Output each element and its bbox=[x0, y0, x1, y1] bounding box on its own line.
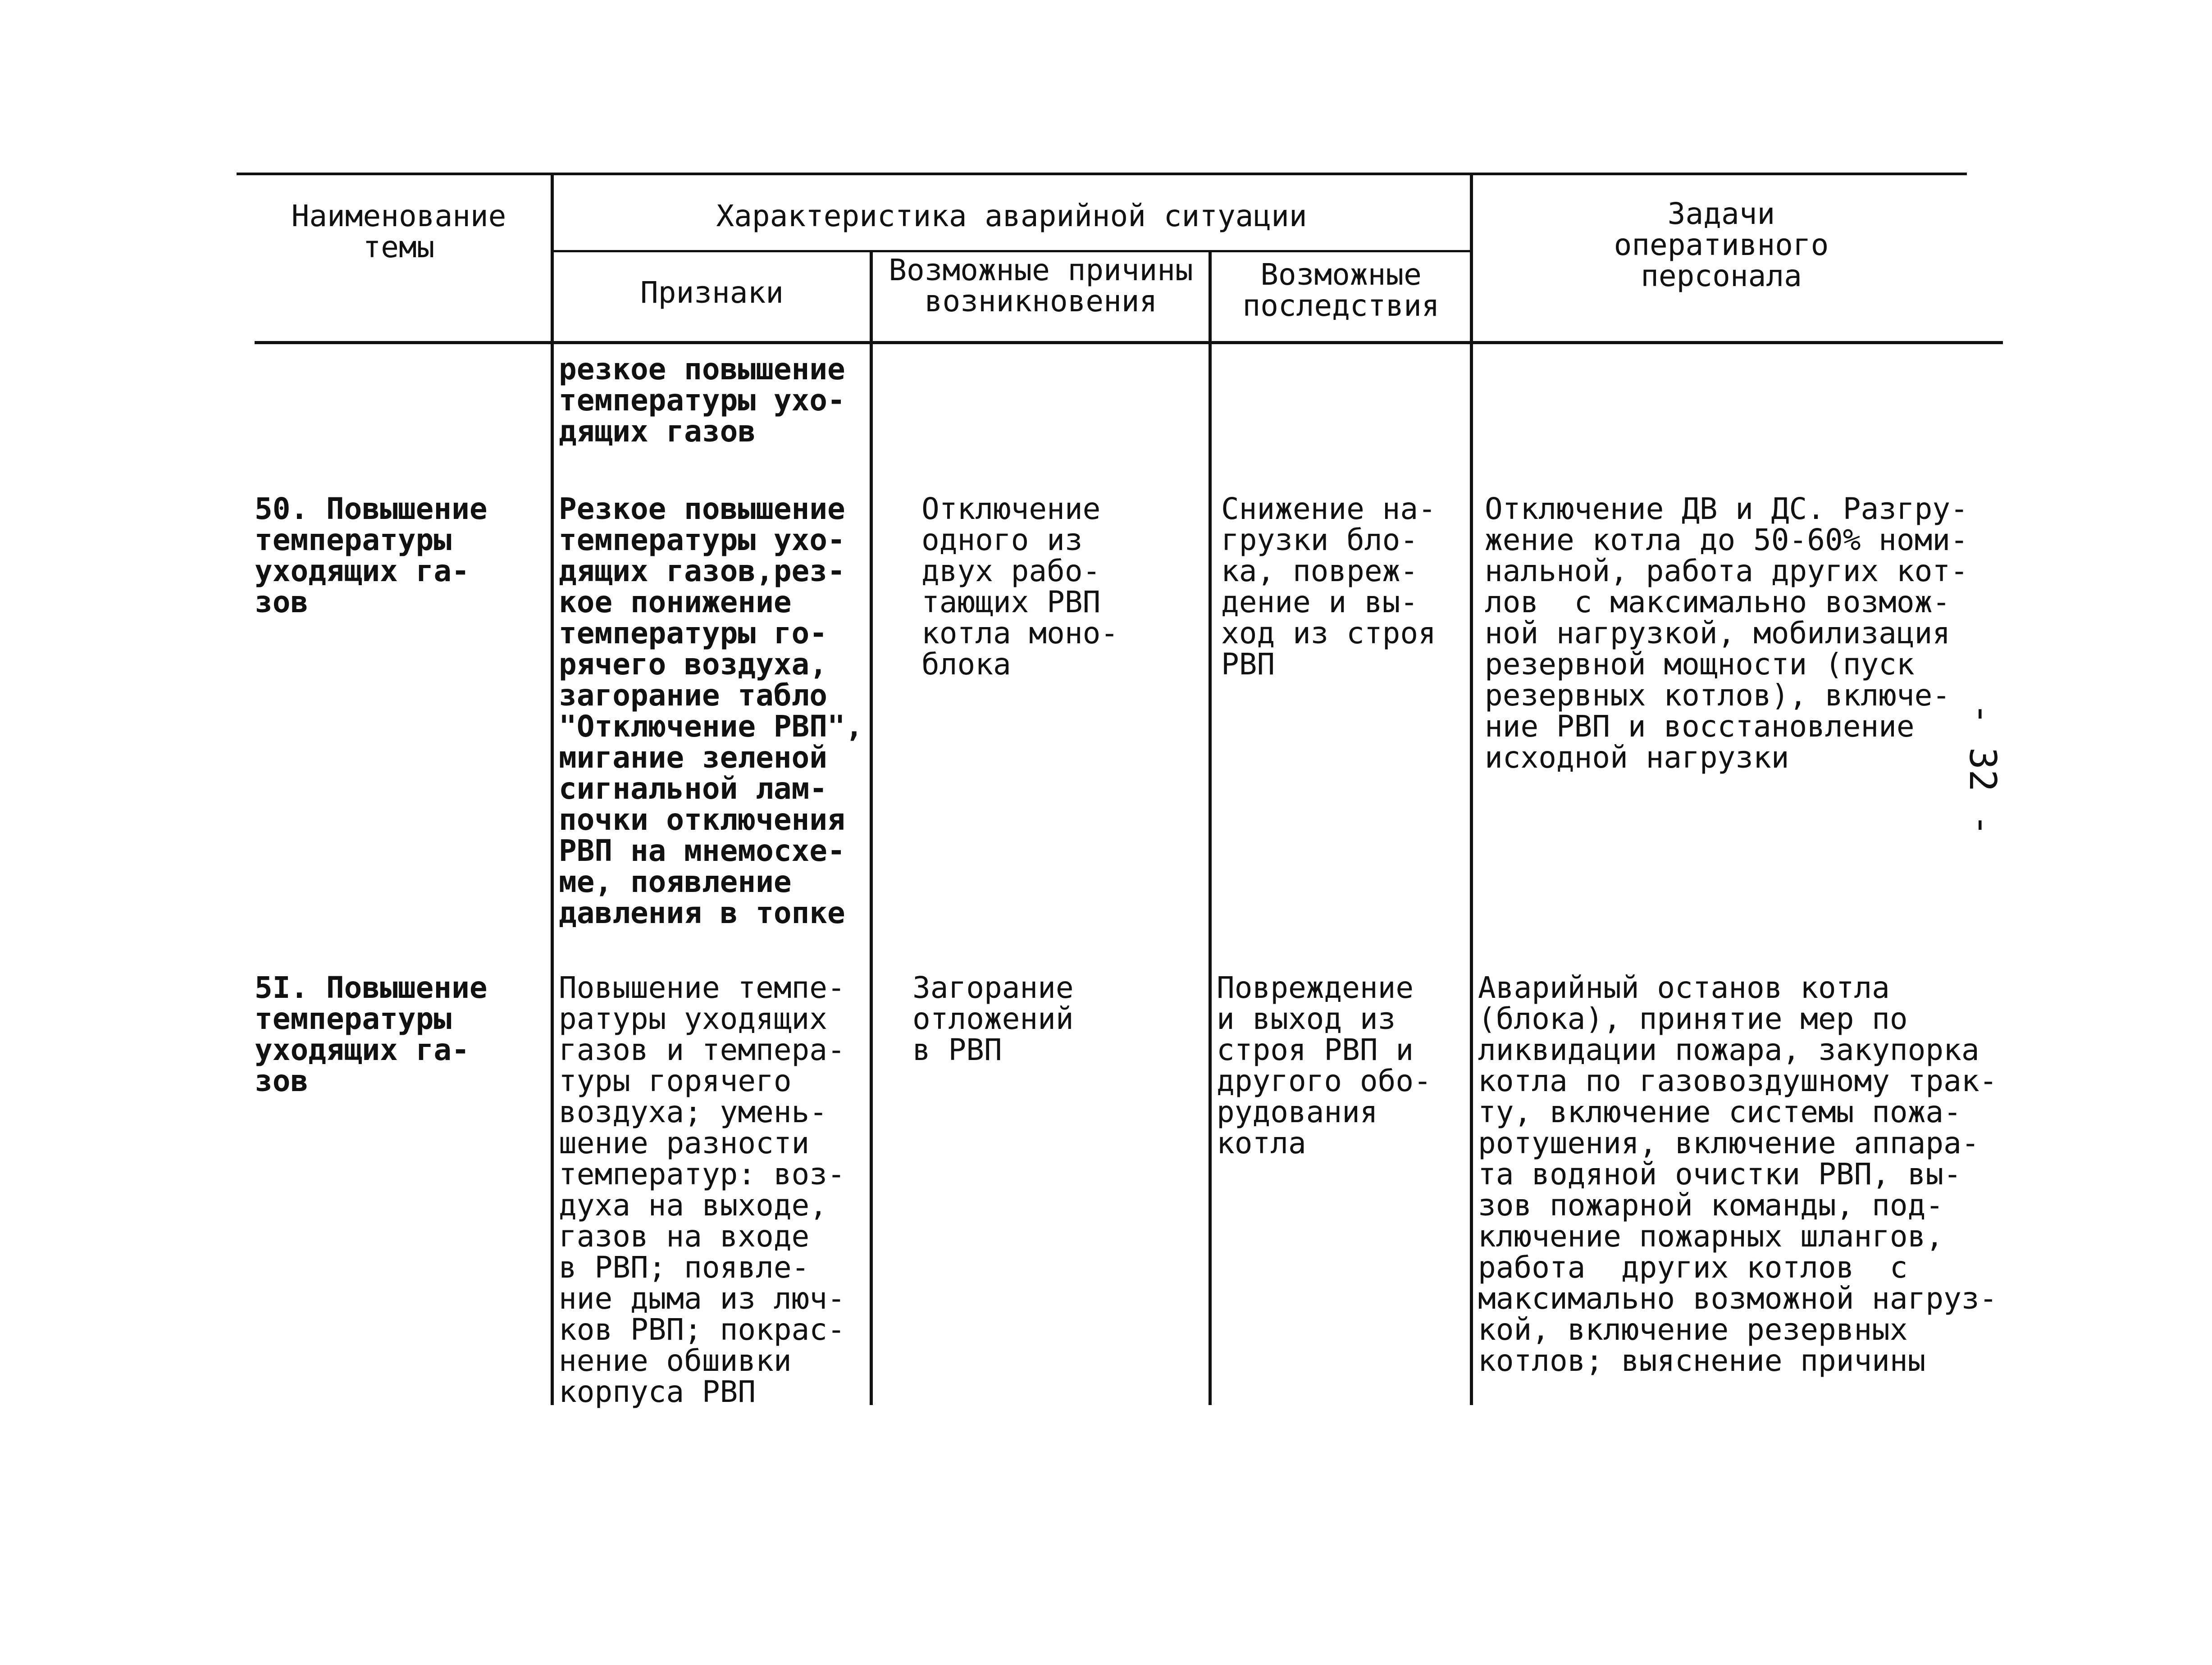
column-divider-1 bbox=[551, 173, 554, 1405]
column-divider-2 bbox=[870, 250, 873, 1405]
column-divider-4 bbox=[1470, 173, 1473, 1405]
header-consequences: Возможные последствия bbox=[1242, 257, 1440, 323]
table-top-rule bbox=[237, 173, 1967, 175]
row-0-signs: резкое повышение температуры ухо- дящих газов bbox=[559, 352, 845, 449]
row-2-causes: Загорание отложений в РВП bbox=[912, 970, 1074, 1067]
row-1-consequences: Снижение на- грузки бло- ка, повреж- дение и вы- ход из строя РВП bbox=[1221, 491, 1436, 682]
row-1-signs: Резкое повышение температуры ухо- дящих газов,рез- кое понижение температуры го- рячего воздуха, загорание табло "Отключение РВП", мигание зеленой сигнальной лам- почки отключения РВП на мнемосхе- ме, появление давления в топке bbox=[559, 491, 863, 930]
row-2-consequences: Повреждение и выход из строя РВП и другого обо- рудования котла bbox=[1217, 970, 1432, 1160]
header-causes: Возможные причины возникновения bbox=[889, 253, 1193, 318]
row-1-causes: Отключение одного из двух рабо- тающих РВП котла моно- блока bbox=[921, 491, 1119, 682]
header-group-title: Характеристика аварийной ситуации bbox=[716, 199, 1307, 233]
header-bottom-rule bbox=[255, 341, 2003, 344]
column-divider-3 bbox=[1209, 250, 1212, 1405]
subheader-rule bbox=[553, 250, 1473, 252]
header-topic: Наименование темы bbox=[291, 199, 506, 264]
row-2-topic: 5I. Повышение температуры уходящих га- зов bbox=[255, 970, 488, 1098]
page-number: - 32 - bbox=[1961, 703, 2004, 837]
row-1-topic: 50. Повышение температуры уходящих га- зов bbox=[255, 491, 488, 619]
header-tasks: Задачи оперативного персонала bbox=[1614, 196, 1829, 293]
row-2-tasks: Аварийный останов котла (блока), принятие мер по ликвидации пожара, закупорка котла по газовоздушному трак- ту, включение системы пожа- ротушения, включение аппара- та водяной очистки РВП, вы- зов пожарной команды, под- ключение пожарных шлангов, работа других котлов с максимально возможной нагруз- кой, включение резервных котлов; выяснение причины bbox=[1478, 970, 1998, 1378]
row-2-signs: Повышение темпе- ратуры уходящих газов и темпера- туры горячего воздуха; умень- шение разности температур: воз- духа на выходе, газов на входе в РВП; появле- ние дыма из люч- ков РВП; покрас- нение обшивки корпуса РВП bbox=[559, 970, 845, 1409]
header-signs: Признаки bbox=[640, 275, 784, 310]
row-1-tasks: Отключение ДВ и ДС. Разгру- жение котла до 50-60% номи- нальной, работа других кот- лов с максимально возмож- ной нагрузкой, мобилизация резервной мощности (пуск резервных котлов), включе- ние РВП и восстановление исходной нагрузки bbox=[1485, 491, 1968, 775]
